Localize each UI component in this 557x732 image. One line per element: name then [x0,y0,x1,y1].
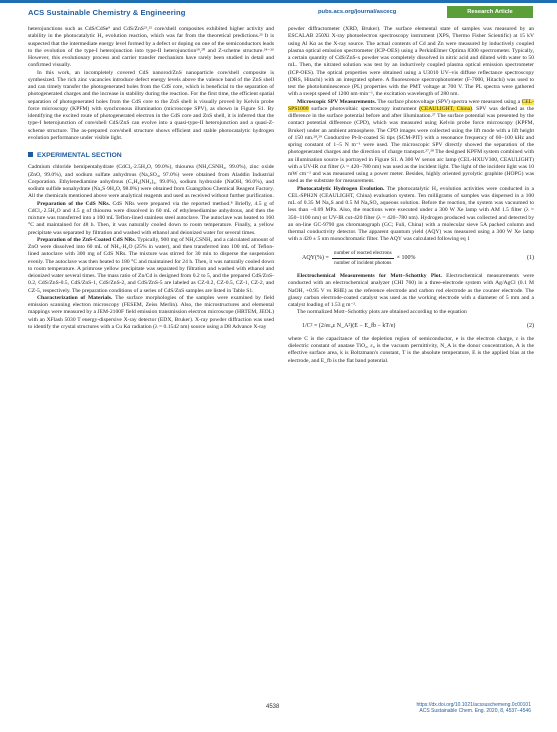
eq2-number: (2) [527,322,534,329]
characterization-paragraph [28,295,274,331]
hydrogen-evolution-paragraph [288,186,534,244]
doi-block [416,702,531,714]
mott-schottky-paragraph-2: The normalized Mott−Schottky plots are obtained according to the equation [297,309,467,316]
intro-paragraph-2: In this work, an incompletely covered CdS nanorod/ZnS nanoparticle core/shell composite is synthesized. The rich zinc vacancies introduce defect energy levels above the valence band of the ZnS shell and can timely transfer the photogenerated holes from the CdS core, which is beneficial to the separation of photogenerated charges and the increase in stability during the reaction. For the first time, the efficient spatial separation of photogenerated holes from the CdS core to the ZnS shell is visually proved by Kelvin probe force microscopy (KPFM) with synchronous illumination (microscope SPV), as shown in Figure S1. By identifying the excited route of photogenerated electron in the CdS core and ZnS shell, it is inferred that the type-I heterojunction of core/shell CdS/ZnS can evolve into a quasi-type-II heterojunction and a quasi-Z-scheme structure. The as-prepared core/shell structure shows efficient and stable photocatalytic hydrogen evolution performance under visible light. [28,69,274,141]
spv-title: Microscopic SPV Measurements. [297,98,376,105]
prep-cds-title: Preparation of the CdS NRs. [37,200,110,207]
instruments-paragraph: powder diffractometer (XRD, Bruker). The surface elemental state of samples was measured by an ESCALAB 250Xi X-ray photoelectron spectroscopy instrument (XPS, Thermo Fisher Scientific) at 15 kV using Al Kα as the X-ray source. The actual contents of Cd and Zn were measured by inductively coupled plasma optical emission spectrometer (ICP-OES) using a PerkinElmer Optima 8300 spectrometer. Typically, a certain quantity of CdS/ZnS-x powder was completely dissolved in nitric acid and diluted with water to 50 mL. Then, the nitrated solution was test by an inductively coupled plasma optical emission spectrometer (ICP-OES). The optical properties were obtained using a U3010 UV–vis diffuse reflectance spectroscopy (DRS, Hitachi) with an integrated sphere. A fluorescence spectrophotometer (F-7000, Hitachi) was used to test the photoluminescence (PL) properties with the PMT voltage at 700 V. The PL spectra were gathered with a swept speed of 1200 nm·min⁻¹, the excitation wavelength of 280 nm. [288,26,534,98]
spv-text-b: surface photovoltaic spectroscopy instrument [308,105,420,112]
characterization-text: The surface morphologies of the samples were examined by field emission scanning electron microscopy (FESEM, Zeiss Merlin). Also, the microstructures and elemental mappings were measured by a JEM-2100F field emission transmission electron microscope (HRTEM, JEOL) with an XFlash 5030 T energy-dispersive X-ray detector (EDX, Bruker). X-ray powder diffraction was used to identify the crystal structures with a Cu Kα radiation (λ = 0.1542 nm) source using a D8 Advance X-ray [28,294,274,330]
eq1-fraction [332,250,394,268]
equation-1 [288,250,534,268]
right-column [288,26,534,365]
journal-name: ACS Sustainable Chemistry & Engineering [28,8,186,17]
eq1-denominator: number of incident photons [334,259,392,266]
mott-schottky-text: Electrochemical measurements were conducted with an electrochemical analyzer (CHI 760) in a three-electrode system with Ag/AgCl (0.1 M NaOH, +0.95 V vs RHE) as the reference electrode and carbon rod electrode as the counter electrode. The glassy carbon electrode-coated catalyst was used as the working electrode with a diameter of 5 mm and a catalyst loading of 1.53 g m⁻². [288,273,534,308]
eq1-number: (1) [527,254,534,261]
spv-text-c: . SPV was defined as the difference in the surface potential before and after illumination.²⁷ The surface potential was presented by the contact potential difference (CPD), which was measured using Kelvin probe force microscopy (KPFM, Bruker) under an ambient atmosphere. The CPD images were collected using the lift mode with a lift height of 150 nm.²⁸,²⁹ Conductive Pt-Ir-coated Si tips (SCM-PIT) with a resonance frequency of 60−100 kHz and spring constant of 1−5 N m⁻¹ were used. The microscopic SPV directly showed the separation of the photogenerated charges and the direction of charge transport.²⁷,²⁸ The designed KPFM system combined with an illumination source is portrayed in Figure S1. A 300 W xenon arc lamp (CEL-HXUV300, CEAULIGHT) with a UV-IR cut filter (λ = 420−780 nm) was used as the incident light. The light of the incident light was 10 mW cm⁻² and was measured using a power meter. Besides, highly oriented pyrolytic graphite (HOPG) was used as the substrate for measurement. [288,105,534,185]
eq1-rhs: × 100% [396,254,416,261]
intro-paragraph-1: heterojunctions such as CdS/CdSe⁹ and CdS/ZnS²¹,²² core/shell composites exhibited higher activity and stability in the photocatalytic H₂ evolution reaction, which was far from the theoretical predictions.²³ It is suspected that the intermediate energy level formed by a defect or doping on one of the semiconductors leads to the evolution of the type-I heterojunction into type-II heterojunction¹⁹,²⁰ and Z-scheme structure.²⁴⁻²⁶ However, this evolutionary process and carrier transfer mechanism have rarely been studied in detail and confirmed visually. [28,26,274,69]
mott-schottky-title: Electrochemical Measurements for Mott−Schottky Plot. [297,273,442,279]
doi-link[interactable]: https://dx.doi.org/10.1021/acssuschemeng.0c00101 [416,702,531,708]
page-footer [0,700,557,730]
citation-text: ACS Sustainable Chem. Eng. 2020, 8, 4537−4546 [419,708,531,715]
highlight-instrument[interactable]: CEL-SPS1000 [288,98,534,112]
spv-paragraph [288,99,534,186]
highlight-manufacturer[interactable]: (CEAULIGHT, China) [419,105,472,112]
section-title-text: EXPERIMENTAL SECTION [37,152,122,159]
page-header [0,0,557,25]
characterization-title: Characterization of Materials. [37,294,113,301]
prep-cds-paragraph [28,201,274,237]
left-column [28,26,274,331]
article-type-badge: Research Article [447,6,533,18]
equation-2 [288,323,534,330]
hydrogen-evolution-text: The photocatalytic H₂ evolution activities were conducted in a CEL-SPH2N (CEAULIGHT, China) evaluation system. Ten milligrams of samples was dispersed in a 100 mL of 0.35 M Na₂S and 0.5 M Na₂SO₃ aqueous solution. Before the reaction, the system was vacuumed to less than −0.09 MPa. Also, the reactions were executed under a 300 W Xe lamp with AM 1.5 filter (λ = 350−1100 nm) or UV-IR cut-420 filter (λ = 420−780 nm). Hydrogen produced was collected and detected by an on-line GC-9790 gas chromatograph (GC; Fuli, China) with a molecular sieve 5A packed column and thermal conductivity detector. The apparent quantum yield (AQY) was measured using a 300 W Xe lamp with a 420 ± 5 nm monochromatic filter. The AQY was calculated following eq 1 [288,185,535,243]
chemicals-paragraph: Cadmium chloride hemipentahydrate (CdCl₂·2.5H₂O, 99.0%), thiourea (NH₂CSNH₂, 99.0%), zinc oxide (ZnO, 99.0%), and sodium sulfate anhydrous (Na₂SO₄, 97.0%) were obtained from Aladdin Industrial Corporation. Ethylenediamine anhydrous (C₂H₄(NH₂)₂, 99.0%), sodium hydroxide (NaOH, 96.0%), and sodium sulfide nonahydrate (Na₂S·9H₂O, 98.0%) were obtained from Guangzhou Chemical Reagent Factory. All the chemicals mentioned above were analytical reagents and used as received without further purification. [28,164,274,200]
prep-zns-title: Preparation of the ZnS-Coated CdS NRs. [37,236,136,243]
eq2-body: 1/C² = (2/eε₀ε N_A²)(E − E_fb − kT/e) [302,322,396,329]
journal-url-link[interactable]: pubs.acs.org/journal/ascecg [318,9,397,15]
prep-zns-paragraph [28,237,274,295]
mott-schottky-paragraph [288,273,534,309]
experimental-section-heading [28,152,274,159]
prep-cds-text: CdS NRs were prepared via the reported method.⁸ Briefly, 4.5 g of CdCl₂·2.5H₂O and 4.5 g of thiourea were dissolved in 60 mL of ethylenediamine anhydrous, and then the mixture was transferred into a 100 mL Teflon-lined stainless steel autoclave. The autoclave was heated to 160 °C and maintained for 48 h. Then, it was naturally cooled down to room temperature. Finally, a yellow precipitate was separated by filtration and washed with ethanol and deionized water for several times. [28,200,275,236]
page-number: 4538 [266,704,280,710]
hydrogen-evolution-title: Photocatalytic Hydrogen Evolution. [297,185,385,192]
spv-text-a: The surface photovoltage (SPV) spectra were measured using a [375,98,522,105]
eq1-numerator: number of reacted electrons [332,250,394,259]
prep-zns-text: Typically, 900 mg of NH₂CSNH₂ and a calculated amount of ZnO were dissolved into 60 mL of NH₃·H₂O (25% in water), and then transferred into 100 mL of Teflon-lined autoclave with 300 mg of CdS NRs. The mixture was stirred for 30 min to disperse the suspension evenly. The autoclave was then heated to 180 °C and maintained for 24 h. Then, it was naturally cooled down to room temperature. A primrose yellow precipitate was separated by filtration and washed with ethanol and deionized water several times. The mass ratio of Zn/Cd is designed from 0.2 to 5, and the prepared CdS/ZnS-0.2, CdS/ZnS-0.5, CdS/ZnS-1, CdS/ZnS-2, and CdS/ZnS-5 are labeled as CZ-0.2, CZ-0.5, CZ-1, CZ-2, and CZ-5, respectively. The preparation conditions of a series of CdS/ZnS samples are listed in Table S1. [28,236,274,294]
variables-paragraph: where C is the capacitance of the depletion region of semiconductor, e is the electron charge, ε is the dielectric constant of anatase TiO₂, ε₀ is the vacuum permittivity, N_A is the donor concentration, A is the effective surface area, k is Boltzmann's constant, T is the absolute temperature, E is the applied bias at the electrode, and E_fb is the flat band potential. [288,335,534,364]
eq1-lhs: AQY(%) = [302,254,329,261]
section-square-icon [28,152,33,157]
